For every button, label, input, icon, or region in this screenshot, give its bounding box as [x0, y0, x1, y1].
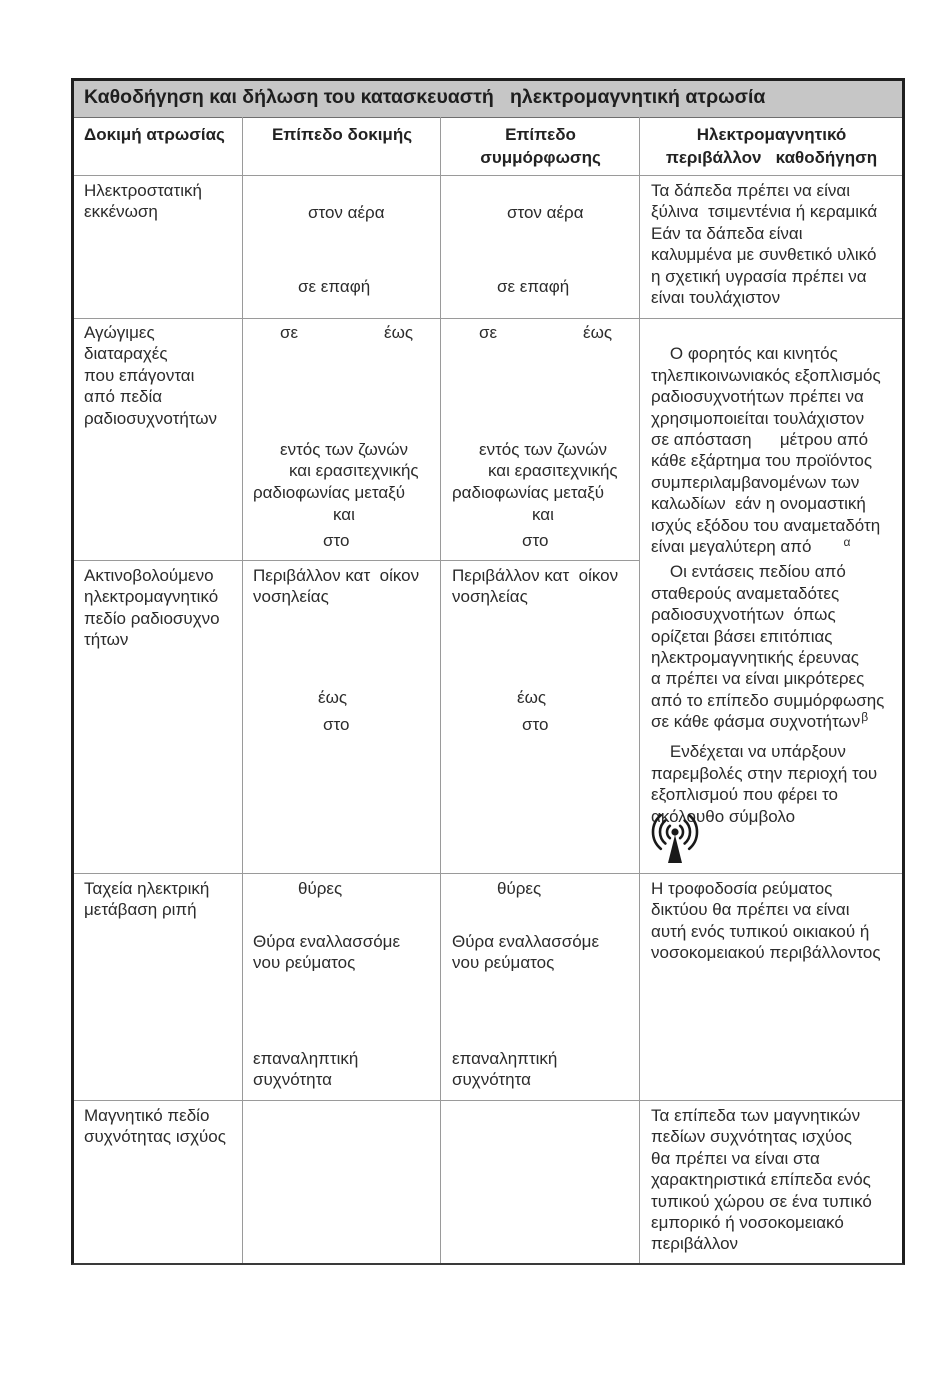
table-grid-line: [242, 117, 243, 1263]
table-title: Καθοδήγηση και δήλωση του κατασκευαστή ηλεκτρομαγνητική ατρωσία: [84, 86, 766, 108]
row-radiated-rf-test-level-item: Περιβάλλον κατ οίκον νοσηλείας: [253, 566, 420, 607]
row-conducted-rf-test-level-item: ραδιοφωνίας μεταξύ: [253, 483, 406, 502]
row-esd-compliance-contact: σε επαφή: [497, 277, 570, 296]
row-conducted-rf-test-level-item: εντός των ζωνών: [280, 440, 409, 459]
table-grid-line: [74, 560, 640, 561]
table-grid-line: [74, 318, 902, 319]
row-eft-test: Ταχεία ηλεκτρική μετάβαση ριπή: [84, 879, 210, 920]
row-magnetic-field-guidance: Τα επίπεδα των μαγνητικών πεδίων συχνότητας ισχύος θα πρέπει να είναι στα χαρακτηριστικά επίπεδα ενός τυπικού χώρου σε ένα τυπικό εμπορικό ή νοσοκομειακό περιβάλλον: [651, 1106, 872, 1254]
table-grid-line: [74, 873, 902, 874]
header-immunity-test: Δοκιμή ατρωσίας: [84, 125, 225, 144]
header-guidance: Ηλεκτρομαγνητικό περιβάλλον καθοδήγηση: [665, 125, 878, 167]
row-radiated-rf-compliance-item: στο: [522, 715, 549, 734]
rf-guidance-text: Ενδέχεται να υπάρξουν παρεμβολές στην περιοχή του εξοπλισμού που φέρει το ακόλουθο σύμβολο: [651, 742, 878, 826]
row-eft-test-level-item: επαναληπτική συχνότητα: [253, 1049, 359, 1090]
row-eft-compliance-item: επαναληπτική συχνότητα: [452, 1049, 558, 1090]
footnote-marker: β: [861, 710, 869, 725]
row-esd-test: Ηλεκτροστατική εκκένωση: [84, 181, 202, 222]
rf-guidance-text: Οι εντάσεις πεδίου από σταθερούς αναμεταδότες ραδιοσυχνοτήτων όπως ορίζεται βάσει επιτόπιας ηλεκτρομαγνητικής έρευνας α πρέπει να είναι μικρότερες από το επίπεδο συμμόρφωσης σε κάθε φάσμα συχνοτήτων: [651, 562, 885, 732]
footnote-marker: α: [843, 535, 851, 550]
row-esd-compliance-air: στον αέρα: [507, 203, 584, 222]
row-conducted-rf-compliance-item: ραδιοφωνίας μεταξύ: [452, 483, 605, 502]
row-esd-guidance: Τα δάπεδα πρέπει να είναι ξύλινα τσιμεντένια ή κεραμικά Εάν τα δάπεδα είναι καλυμμένα με συνθετικό υλικό η σχετική υγρασία πρέπει να είναι τουλάχιστον: [651, 181, 878, 308]
row-eft-guidance: Η τροφοδοσία ρεύματος δικτύου θα πρέπει να είναι αυτή ενός τυπικού οικιακού ή νοσοκομειακού περιβάλλοντος: [651, 879, 881, 963]
table-grid-line: [440, 117, 441, 1263]
row-magnetic-field-test: Μαγνητικό πεδίο συχνότητας ισχύος: [84, 1106, 226, 1147]
header-compliance-level: Επίπεδο συμμόρφωσης: [480, 125, 601, 167]
row-conducted-rf-test: Αγώγιμες διαταραχές που επάγονται από πεδία ραδιοσυχνοτήτων: [84, 323, 218, 428]
row-esd-test-level-air: στον αέρα: [308, 203, 385, 222]
row-conducted-rf-compliance-item: και: [532, 505, 554, 524]
non-ionizing-radiation-icon: [647, 812, 703, 864]
table-grid-line: [74, 117, 902, 118]
rf-guidance-text: Ο φορητός και κινητός τηλεπικοινωνιακός εξοπλισμός ραδιοσυχνοτήτων πρέπει να χρησιμοποιείται τουλάχιστον σε απόσταση μέτρου από κάθε εξάρτημα του προϊόντος συμπεριλαμβανομένων των καλωδίων εάν η ονομαστική ισχύς εξόδου του αναμεταδότη είναι μεγαλύτερη από: [651, 344, 881, 557]
row-conducted-rf-test-level-item: σε: [280, 323, 299, 342]
row-radiated-rf-test-level-item: έως: [318, 688, 348, 707]
row-conducted-rf-test-level-item: και ερασιτεχνικής: [289, 461, 419, 480]
row-esd-test-level-contact: σε επαφή: [298, 277, 371, 296]
row-conducted-rf-compliance-item: εντός των ζωνών: [479, 440, 608, 459]
row-conducted-rf-test-level-item: και: [333, 505, 355, 524]
row-conducted-rf-test-level-item: στο: [323, 531, 350, 550]
header-test-level: Επίπεδο δοκιμής: [271, 125, 413, 144]
row-conducted-rf-compliance-item: και ερασιτεχνικής: [488, 461, 618, 480]
row-radiated-rf-compliance-item: έως: [517, 688, 547, 707]
row-radiated-rf-compliance-item: Περιβάλλον κατ οίκον νοσηλείας: [452, 566, 619, 607]
table-grid-line: [74, 175, 902, 176]
row-conducted-rf-compliance-item: στο: [522, 531, 549, 550]
row-eft-compliance-item: Θύρα εναλλασσόμε νου ρεύματος: [452, 932, 600, 973]
table-grid-line: [639, 117, 640, 1263]
row-radiated-rf-test: Ακτινοβολούμενο ηλεκτρομαγνητικό πεδίο ραδιοσυχνο τήτων: [84, 566, 220, 650]
row-eft-compliance-item: θύρες: [497, 879, 542, 898]
table-grid-line: [74, 1100, 902, 1101]
row-conducted-rf-test-level-item: έως: [384, 323, 414, 342]
row-eft-test-level-item: Θύρα εναλλασσόμε νου ρεύματος: [253, 932, 401, 973]
row-conducted-rf-compliance-item: έως: [583, 323, 613, 342]
row-radiated-rf-test-level-item: στο: [323, 715, 350, 734]
row-eft-test-level-item: θύρες: [298, 879, 343, 898]
row-conducted-rf-compliance-item: σε: [479, 323, 498, 342]
